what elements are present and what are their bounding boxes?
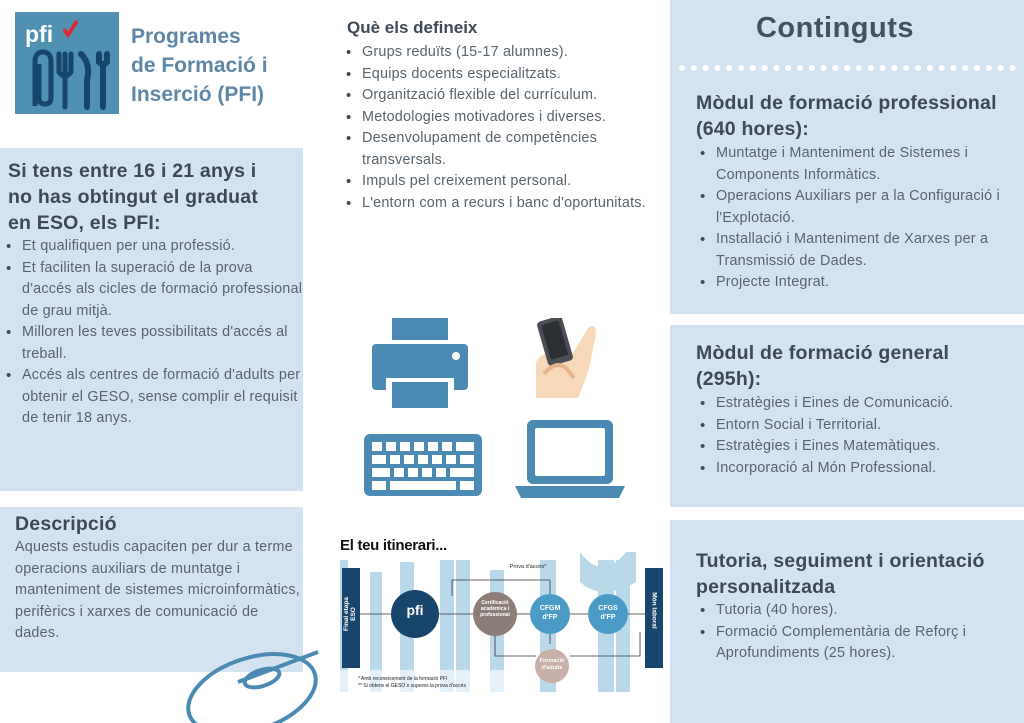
mouse-icon bbox=[178, 642, 326, 723]
divider-dot bbox=[974, 65, 980, 71]
divider-dot bbox=[832, 65, 838, 71]
laptop-icon bbox=[515, 420, 625, 498]
itinerary-cfgm-node: CFGM d'FP bbox=[539, 605, 561, 621]
list-item: • Et faciliten la superació de la prova d'accés als cicles de formació professional de grau mitjà. bbox=[0, 258, 303, 323]
list-item: • Incorporació al Món Professional. bbox=[694, 458, 1024, 480]
itinerary-cfgs-node: CFGS d'FP bbox=[598, 605, 618, 621]
features-title: Què els defineix bbox=[347, 18, 478, 37]
divider-dot bbox=[986, 65, 992, 71]
divider-dot bbox=[950, 65, 956, 71]
eligibility-list bbox=[0, 236, 303, 430]
list-item: • Estratègies i Eines de Comunicació. bbox=[694, 393, 1024, 415]
itinerary-cert-node: Certificació acadèmica i professional bbox=[480, 600, 510, 618]
list-item: • Projecte Integrat. bbox=[694, 272, 1024, 294]
itinerary-note: * Amb reconeixement de la formació PFI bbox=[358, 676, 448, 682]
divider-dot bbox=[703, 65, 709, 71]
pfi-logo bbox=[15, 12, 119, 114]
divider-dot bbox=[903, 65, 909, 71]
list-item: • Organització flexible del currículum. bbox=[340, 85, 670, 107]
module1-list bbox=[694, 143, 1024, 294]
divider-dot bbox=[738, 65, 744, 71]
itinerary-start-label: Final etapa ESO bbox=[343, 597, 357, 631]
list-item: • Et qualifiquen per una professió. bbox=[0, 236, 303, 258]
tutoring-list bbox=[694, 600, 1024, 665]
list-item: • Tutoria (40 hores). bbox=[694, 600, 1024, 622]
itinerary-pfi-node: pfi bbox=[406, 602, 424, 618]
logo-brand: pfi bbox=[25, 21, 54, 47]
list-item: • Milloren les teves possibilitats d'accés al treball. bbox=[0, 322, 303, 365]
divider-dot bbox=[821, 65, 827, 71]
itinerary-note: ** Si obtens el GESO o superes la prova d'accés bbox=[358, 683, 466, 689]
list-item: • Entorn Social i Territorial. bbox=[694, 415, 1024, 437]
check-icon bbox=[64, 21, 77, 35]
divider-dot bbox=[726, 65, 732, 71]
module2-title: Mòdul de formació general (295h): bbox=[696, 342, 950, 390]
divider-dot bbox=[691, 65, 697, 71]
contents-title: Continguts bbox=[755, 12, 914, 44]
list-item: • Accés als centres de formació d'adults per obtenir el GESO, sense complir el requisit de tenir 18 anys. bbox=[0, 365, 303, 430]
logo-title bbox=[131, 22, 268, 109]
divider-dot bbox=[868, 65, 874, 71]
itinerary-diagram bbox=[340, 552, 665, 692]
smartphone-hand-icon bbox=[530, 318, 608, 400]
list-item: • Desenvolupament de competències transversals. bbox=[340, 128, 670, 171]
divider-dot bbox=[844, 65, 850, 71]
module2-list bbox=[694, 393, 1024, 479]
list-item: • Impuls pel creixement personal. bbox=[340, 171, 670, 193]
divider-dot bbox=[880, 65, 886, 71]
list-item: • Grups reduïts (15-17 alumnes). bbox=[340, 42, 670, 64]
itinerary-title: El teu itinerari... bbox=[340, 537, 447, 554]
list-item: • Estratègies i Eines Matemàtiques. bbox=[694, 436, 1024, 458]
divider-dot bbox=[939, 65, 945, 71]
description-text: Aquests estudis capaciten per dur a terme operacions auxiliars de muntatge i manteniment de sistemes microinformàtics, perifèrics i xarxes de comunicació de dades. bbox=[15, 539, 300, 641]
list-item: • Operacions Auxiliars per a la Configuració i l'Explotació. bbox=[694, 186, 1024, 229]
eligibility-heading: Si tens entre 16 i 21 anys i no has obtingut el graduat en ESO, els PFI: bbox=[8, 160, 259, 234]
divider-dot bbox=[773, 65, 779, 71]
divider-dot bbox=[891, 65, 897, 71]
tutoring-title: Tutoria, seguiment i orientació personalitzada bbox=[696, 550, 985, 598]
logo-title-line: de Formació i bbox=[131, 54, 268, 77]
printer-icon bbox=[366, 318, 474, 410]
itinerary-end-label: Món laboral bbox=[650, 592, 658, 629]
itinerary-adults-node: Formació d'adults bbox=[539, 658, 565, 671]
divider-dot bbox=[962, 65, 968, 71]
list-item: • Equips docents especialitzats. bbox=[340, 64, 670, 86]
description-title: Descripció bbox=[15, 513, 117, 535]
list-item: • Formació Complementària de Reforç i Aprofundiments (25 hores). bbox=[694, 622, 1024, 665]
list-item: • L'entorn com a recurs i banc d'oportunitats. bbox=[340, 193, 670, 215]
itinerary-prova-label: Prova d'accés* bbox=[509, 564, 547, 570]
logo-title-line: Programes bbox=[131, 25, 241, 48]
divider-dot bbox=[797, 65, 803, 71]
list-item: • Installació i Manteniment de Xarxes per a Transmissió de Dades. bbox=[694, 229, 1024, 272]
logo-title-line: Inserció (PFI) bbox=[131, 83, 265, 106]
divider-dot bbox=[679, 65, 685, 71]
divider-dot bbox=[714, 65, 720, 71]
divider-dot bbox=[927, 65, 933, 71]
divider-dot bbox=[856, 65, 862, 71]
features-list bbox=[340, 42, 670, 214]
divider-dot bbox=[809, 65, 815, 71]
module1-title: Mòdul de formació professional (640 hores): bbox=[696, 92, 997, 140]
keyboard-icon bbox=[364, 434, 482, 496]
list-item: • Muntatge i Manteniment de Sistemes i Components Informàtics. bbox=[694, 143, 1024, 186]
dots-divider bbox=[678, 63, 1018, 73]
utensils-icon bbox=[15, 12, 119, 114]
divider-dot bbox=[1009, 65, 1015, 71]
divider-dot bbox=[762, 65, 768, 71]
divider-dot bbox=[998, 65, 1004, 71]
divider-dot bbox=[915, 65, 921, 71]
divider-dot bbox=[750, 65, 756, 71]
list-item: • Metodologies motivadores i diverses. bbox=[340, 107, 670, 129]
divider-dot bbox=[785, 65, 791, 71]
